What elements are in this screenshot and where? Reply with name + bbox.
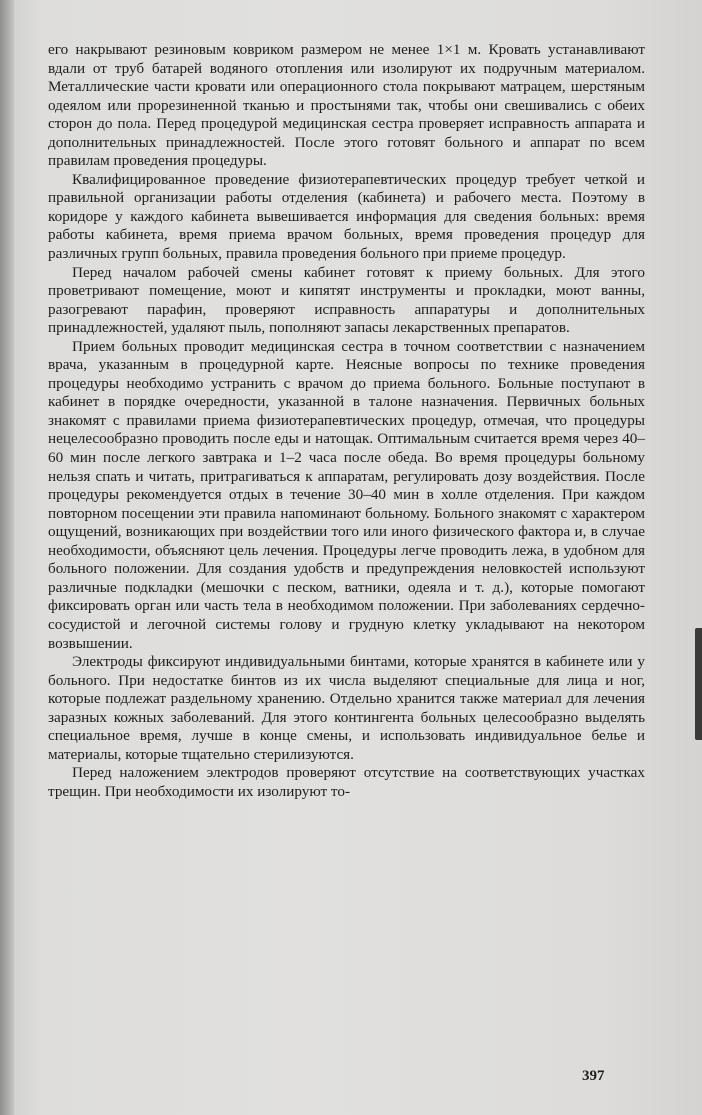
paragraph: Перед началом рабочей смены кабинет готовят к приему больных. Для этого проветривают помещение, моют и кипятят инструменты и прокладки, моют ванны, разогревают парафин, проверяют исправность аппаратуры и дополнительных принадлежностей, удаляют пыль, пополняют запасы лекарственных препаратов. bbox=[48, 263, 645, 337]
paragraph: Электроды фиксируют индивидуальными бинтами, которые хранятся в кабинете или у больного. При недостатке бинтов из их числа выделяют специальные для лица и ног, которые подлежат раздельному хранению. Отдельно хранится также материал для лечения заразных кожных заболеваний. Для этого контингента больных целесообразно выделять специальное время, лучше в конце смены, и использовать индивидуальное белье и материалы, которые тщательно стерилизуются. bbox=[48, 653, 645, 763]
page-edge-tab bbox=[695, 628, 702, 740]
page-number: 397 bbox=[582, 1068, 605, 1084]
paragraph: Прием больных проводит медицинская сестра в точном соответствии с назначением врача, указанным в процедурной карте. Неясные вопросы по технике проведения процедуры необходимо устранить с врачом до приема больного. Больные поступают в кабинет в порядке очередности, указанной в талоне назначения. Первичных больных знакомят с правилами приема физиотерапевтических процедур, отмечая, что процедуры нецелесообразно проводить после еды и натощак. Оптимальным считается время через 40–60 мин после легкого завтрака и 1–2 часа после обеда. Во время процедуры больному нельзя спать и читать, притрагиваться к аппаратам, регулировать дозу воздействия. После процедуры рекомендуется отдых в течение 30–40 мин в холле отделения. При каждом повторном посещении эти правила напоминают больному. Больного знакомят с характером ощущений, возникающих при воздействии того или иного физического фактора и, в случае необходимости, объясняют цель лечения. Процедуры легче проводить лежа, в удобном для больного положении. Для создания удобств и предупреждения неловкостей используют различные подкладки (мешочки с песком, ватники, одеяла и т. д.), которые помогают фиксировать орган или часть тела в необходимом положении. При заболеваниях сердечно-сосудистой и легочной системы голову и грудную клетку укладывают на некотором возвышении. bbox=[48, 337, 645, 652]
body-text bbox=[48, 41, 645, 801]
paragraph: Перед наложением электродов проверяют отсутствие на соответствующих участках трещин. При необходимости их изолируют то- bbox=[48, 764, 645, 800]
binding-shadow bbox=[0, 0, 14, 1115]
paragraph: его накрывают резиновым ковриком размером не менее 1×1 м. Кровать устанавливают вдали от труб батарей водяного отопления или изолируют их подручным материалом. Металлические части кровати или операционного стола покрывают матрацем, шерстяным одеялом или прорезиненной тканью и простынями так, чтобы они свешивались с обеих сторон до пола. Перед процедурой медицинская сестра проверяет исправность аппарата и дополнительных принадлежностей. После этого готовят больного и аппарат по всем правилам проведения процедуры. bbox=[48, 41, 645, 170]
paragraph: Квалифицированное проведение физиотерапевтических процедур требует четкой и правильной организации работы отделения (кабинета) и рабочего места. Поэтому в коридоре у каждого кабинета вывешивается информация для сведения больных: время работы кабинета, время приема врачом больных, время проведения процедур для различных групп больных, правила проведения больного при приеме процедур. bbox=[48, 170, 645, 263]
